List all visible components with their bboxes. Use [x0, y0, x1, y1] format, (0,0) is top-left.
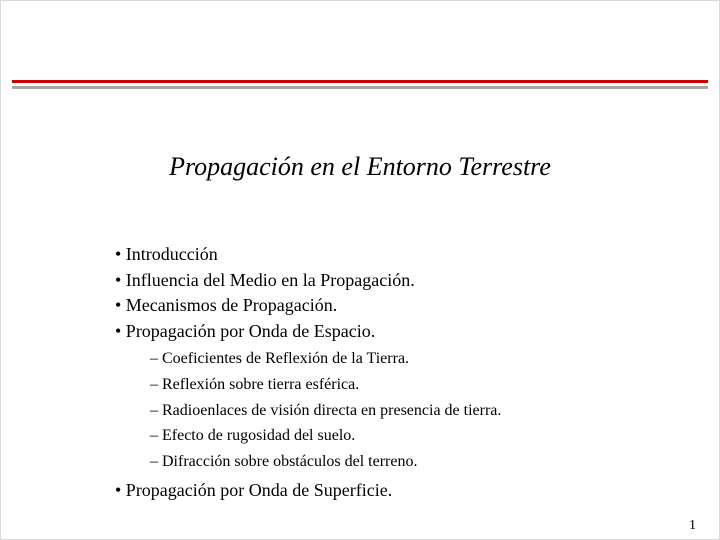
- bullet-onda-espacio: [115, 319, 501, 475]
- header-rule-red: [12, 80, 708, 83]
- header-rule-gray: [12, 86, 708, 89]
- sub-bullet-list: [150, 346, 501, 474]
- bullet-influencia-medio: • Influencia del Medio en la Propagación.: [115, 269, 415, 290]
- sub-bullet-rugosidad: – Efecto de rugosidad del suelo.: [150, 427, 356, 445]
- bullet-list: [115, 242, 501, 504]
- sub-bullet-difraccion: – Difracción sobre obstáculos del terreno.: [150, 452, 418, 470]
- bullet-mecanismos: • Mecanismos de Propagación.: [115, 295, 338, 316]
- slide-title: Propagación en el Entorno Terrestre: [169, 152, 551, 181]
- sub-bullet-radioenlaces: – Radioenlaces de visión directa en presencia de tierra.: [150, 401, 502, 419]
- sub-bullet-reflexion-esferica: – Reflexión sobre tierra esférica.: [150, 375, 360, 393]
- page-number: 1: [689, 518, 696, 533]
- bullet-onda-superficie: • Propagación por Onda de Superficie.: [115, 480, 393, 501]
- sub-bullet-coeficientes: – Coeficientes de Reflexión de la Tierra.: [150, 350, 410, 368]
- bullet-introduccion: • Introducción: [115, 244, 218, 264]
- bullet-onda-espacio-label: • Propagación por Onda de Espacio.: [115, 320, 376, 341]
